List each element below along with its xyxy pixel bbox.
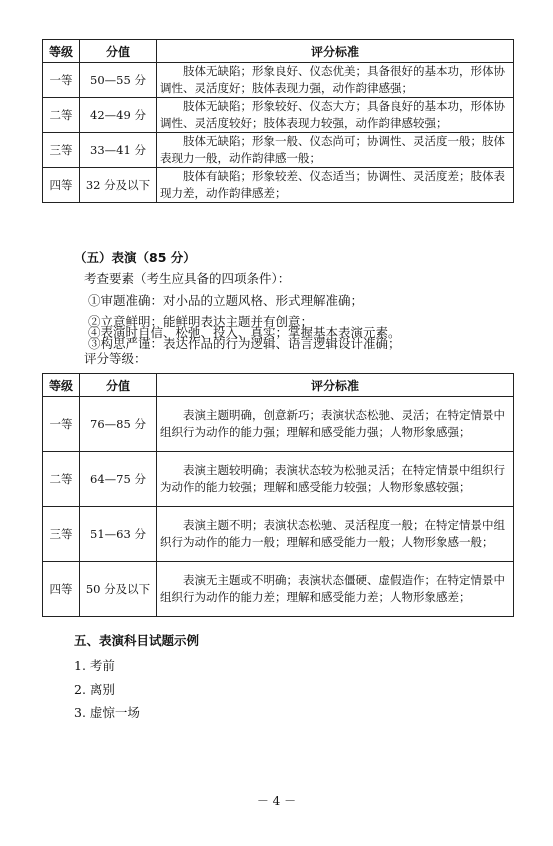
section-title-performance: （五）表演（85 分） [74, 250, 196, 265]
level-cell: 二等 [43, 98, 80, 133]
level-cell: 三等 [43, 507, 80, 562]
criteria-cell: 肢体无缺陷；形象一般、仪态尚可；协调性、灵活度一般；肢体表现力一般，动作韵律感一般； [157, 133, 514, 168]
example-item: 1. 考前 [74, 658, 115, 673]
table-header-row [43, 40, 514, 63]
example-item: 3. 虚惊一场 [74, 705, 140, 720]
header-criteria: 评分标准 [157, 374, 514, 397]
requirement-item: ①审题准确：对小品的立题风格、形式理解准确； [88, 293, 364, 308]
examples-heading: 五、表演科目试题示例 [74, 633, 200, 648]
page-number: － 4 － [256, 794, 297, 808]
header-level: 等级 [43, 374, 80, 397]
table-row [43, 507, 514, 562]
table-row [43, 168, 514, 203]
requirement-intro: 考查要素（考生应具备的四项条件）： [84, 271, 291, 286]
score-cell: 50—55 分 [80, 63, 157, 98]
score-cell: 33—41 分 [80, 133, 157, 168]
criteria-cell: 表演无主题或不明确；表演状态僵硬、虚假造作；在特定情景中组织行为动作的能力差；理解和感受能力差；人物形象感差； [157, 562, 514, 617]
grading-label: 评分等级： [84, 351, 147, 366]
requirement-item: ③构思严谨：表达作品的行为逻辑、语言逻辑设计准确； [88, 336, 401, 351]
header-level: 等级 [43, 40, 80, 63]
criteria-cell: 表演主题明确，创意新巧；表演状态松驰、灵活；在特定情景中组织行为动作的能力强；理解和感受能力强；人物形象感强； [157, 397, 514, 452]
table-header-row [43, 374, 514, 397]
grading-table-1 [42, 39, 514, 203]
header-score: 分值 [80, 374, 157, 397]
level-cell: 四等 [43, 562, 80, 617]
level-cell: 四等 [43, 168, 80, 203]
score-cell: 51—63 分 [80, 507, 157, 562]
header-criteria: 评分标准 [157, 40, 514, 63]
score-cell: 42—49 分 [80, 98, 157, 133]
table-row [43, 397, 514, 452]
score-cell: 32 分及以下 [80, 168, 157, 203]
criteria-cell: 肢体无缺陷；形象良好、仪态优美；具备很好的基本功，形体协调性、灵活度好；肢体表现力强，动作韵律感强； [157, 63, 514, 98]
level-cell: 一等 [43, 397, 80, 452]
requirement-item: ②立意鲜明：能鲜明表达主题并有创意； [88, 314, 314, 329]
grading-table-2 [42, 373, 514, 617]
table-row [43, 133, 514, 168]
score-cell: 64—75 分 [80, 452, 157, 507]
level-cell: 三等 [43, 133, 80, 168]
table-row [43, 562, 514, 617]
level-cell: 二等 [43, 452, 80, 507]
level-cell: 一等 [43, 63, 80, 98]
criteria-cell: 肢体有缺陷；形象较差、仪态适当；协调性、灵活度差；肢体表现力差，动作韵律感差； [157, 168, 514, 203]
table-row [43, 452, 514, 507]
criteria-cell: 表演主题不明；表演状态松驰、灵活程度一般；在特定情景中组织行为动作的能力一般；理解和感受能力一般；人物形象感一般； [157, 507, 514, 562]
table-row [43, 98, 514, 133]
table-row [43, 63, 514, 98]
criteria-cell: 表演主题较明确；表演状态较为松驰灵活；在特定情景中组织行为动作的能力较强；理解和感受能力较强；人物形象感较强； [157, 452, 514, 507]
criteria-cell: 肢体无缺陷；形象较好、仪态大方；具备良好的基本功，形体协调性、灵活度较好；肢体表现力较强，动作韵律感较强； [157, 98, 514, 133]
requirement-item: ④表演时自信、松弛、投入、真实；掌握基本表演元素。 [88, 325, 401, 340]
score-cell: 76—85 分 [80, 397, 157, 452]
example-item: 2. 离别 [74, 682, 115, 697]
header-score: 分值 [80, 40, 157, 63]
score-cell: 50 分及以下 [80, 562, 157, 617]
